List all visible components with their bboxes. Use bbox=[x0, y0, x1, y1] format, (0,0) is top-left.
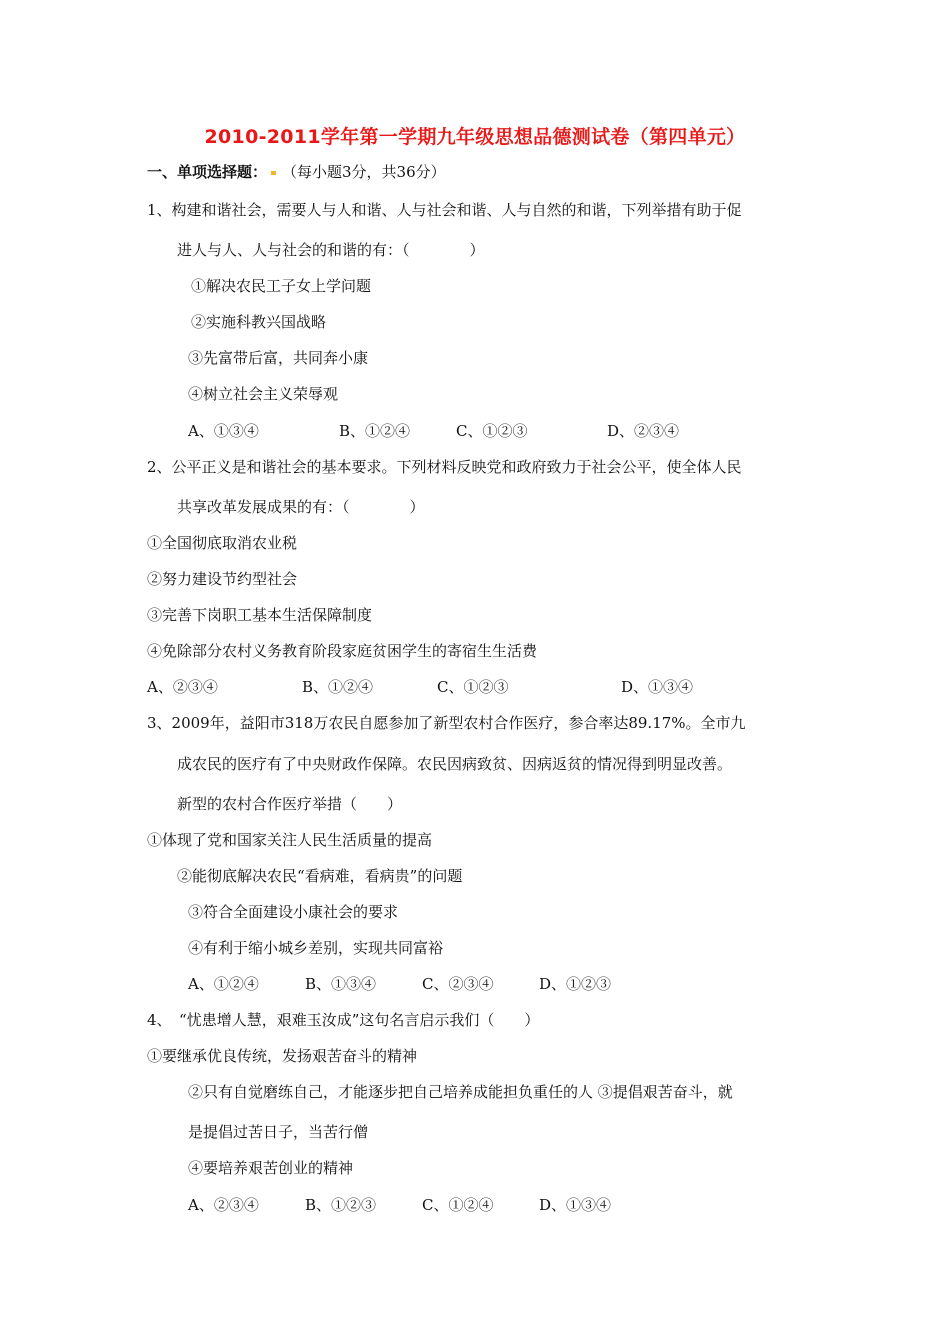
q4-item: ④要培养艰苦创业的精神 bbox=[188, 1159, 354, 1177]
q3-option-a: A、①②④ bbox=[188, 975, 259, 993]
q1-option-a: A、①③④ bbox=[188, 422, 259, 440]
q3-option-b: B、①③④ bbox=[305, 975, 377, 993]
q2-stem-line-1: 2、公平正义是和谐社会的基本要求。下列材料反映党和政府致力于社会公平，使全体人民 bbox=[147, 458, 742, 476]
section-header bbox=[147, 162, 446, 182]
q3-item: ①体现了党和国家关注人民生活质量的提高 bbox=[147, 831, 433, 849]
page-title: 2010-2011学年第一学期九年级思想品德测试卷（第四单元） bbox=[204, 126, 746, 148]
q3-option-c: C、②③④ bbox=[422, 975, 494, 993]
q1-option-c: C、①②③ bbox=[456, 422, 528, 440]
q4-option-c: C、①②④ bbox=[422, 1196, 494, 1214]
q1-item: ③先富带后富，共同奔小康 bbox=[188, 349, 369, 367]
q1-item: ①解决农民工子女上学问题 bbox=[191, 277, 372, 295]
q1-option-b: B、①②④ bbox=[339, 422, 411, 440]
q2-option-d: D、①③④ bbox=[621, 678, 694, 696]
q3-option-d: D、①②③ bbox=[539, 975, 612, 993]
q2-option-b: B、①②④ bbox=[302, 678, 374, 696]
q2-item: ④免除部分农村义务教育阶段家庭贫困学生的寄宿生生活费 bbox=[147, 642, 538, 660]
q4-item: 是提倡过苦日子，当苦行僧 bbox=[188, 1123, 369, 1141]
q2-item: ①全国彻底取消农业税 bbox=[147, 534, 298, 552]
q1-item: ②实施科教兴国战略 bbox=[191, 313, 327, 331]
q3-stem-line-3: 新型的农村合作医疗举措（ ） bbox=[177, 795, 403, 813]
q4-item: ①要继承优良传统，发扬艰苦奋斗的精神 bbox=[147, 1047, 418, 1065]
q2-option-a: A、②③④ bbox=[147, 678, 218, 696]
q2-item: ②努力建设节约型社会 bbox=[147, 570, 298, 588]
q4-option-d: D、①③④ bbox=[539, 1196, 612, 1214]
q3-stem-line-2: 成农民的医疗有了中央财政作保障。农民因病致贫、因病返贫的情况得到明显改善。 bbox=[177, 755, 733, 773]
q1-option-d: D、②③④ bbox=[607, 422, 680, 440]
q2-item: ③完善下岗职工基本生活保障制度 bbox=[147, 606, 373, 624]
q4-option-a: A、②③④ bbox=[188, 1196, 259, 1214]
q3-item: ③符合全面建设小康社会的要求 bbox=[188, 903, 399, 921]
q4-item: ②只有自觉磨练自己，才能逐步把自己培养成能担负重任的人 ③提倡艰苦奋斗，就 bbox=[188, 1083, 733, 1101]
q1-stem-line-2: 进人与人、人与社会的和谐的有：（ ） bbox=[177, 241, 485, 259]
q3-item: ④有利于缩小城乡差别，实现共同富裕 bbox=[188, 939, 444, 957]
q4-option-b: B、①②③ bbox=[305, 1196, 377, 1214]
q4-stem: 4、 “忧患增人慧，艰难玉汝成”这句名言启示我们（ ） bbox=[147, 1011, 540, 1029]
q1-stem-line-1: 1、构建和谐社会，需要人与人和谐、人与社会和谐、人与自然的和谐，下列举措有助于促 bbox=[147, 201, 742, 219]
q2-option-c: C、①②③ bbox=[437, 678, 509, 696]
q2-stem-line-2: 共享改革发展成果的有：（ ） bbox=[177, 498, 425, 516]
q1-item: ④树立社会主义荣辱观 bbox=[188, 385, 339, 403]
q3-item: ②能彻底解决农民“看病难，看病贵”的问题 bbox=[177, 867, 463, 885]
section-label: 一、单项选择题： bbox=[147, 163, 268, 181]
marker-icon bbox=[271, 171, 276, 175]
section-note: （每小题3分，共36分） bbox=[282, 163, 446, 181]
q3-stem-line-1: 3、2009年，益阳市318万农民自愿参加了新型农村合作医疗，参合率达89.17%。全市九 bbox=[147, 714, 746, 732]
